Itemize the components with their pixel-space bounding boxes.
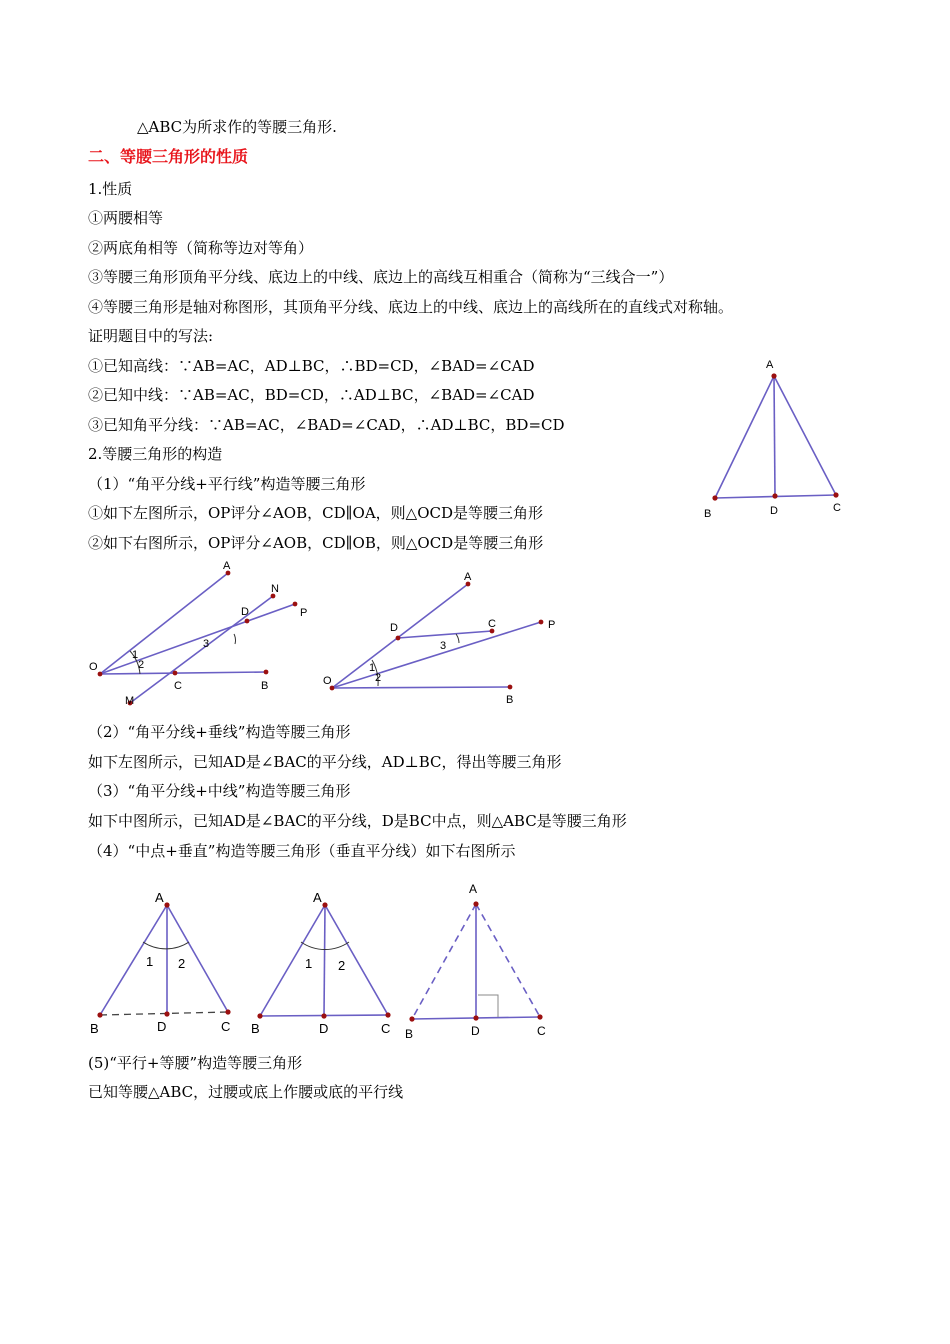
label-O: O	[89, 661, 98, 673]
label-D: D	[390, 622, 398, 634]
construction-3-desc: 如下中图所示，已知AD是∠BAC的平分线，D是BC中点，则△ABC是等腰三角形	[88, 812, 627, 830]
label-C: C	[221, 1019, 231, 1034]
property-3: ③等腰三角形顶角平分线、底边上的中线、底边上的高线互相重合（简称为“三线合一”）	[88, 268, 674, 286]
label-2: 2	[338, 958, 346, 973]
label-P: P	[548, 619, 556, 631]
conclusion-line: △ABC为所求作的等腰三角形.	[137, 118, 337, 136]
construction-1-left: ①如下左图所示，OP评分∠AOB，CD∥OA，则△OCD是等腰三角形	[88, 504, 544, 522]
label-O: O	[323, 675, 332, 687]
label-B: B	[90, 1021, 99, 1036]
label-B: B	[704, 508, 712, 520]
construction-5-title: (5)“平行+等腰”构造等腰三角形	[88, 1054, 303, 1072]
property-4: ④等腰三角形是轴对称图形，其顶角平分线、底边上的中线、底边上的高线所在的直线式对称轴。	[88, 298, 734, 316]
construction-2-desc: 如下左图所示，已知AD是∠BAC的平分线，AD⊥BC，得出等腰三角形	[88, 753, 562, 771]
proof-altitude: ①已知高线：∵AB=AC，AD⊥BC，∴BD=CD，∠BAD=∠CAD	[88, 357, 535, 375]
subheading-properties: 1.性质	[88, 180, 133, 198]
label-B: B	[506, 694, 514, 706]
label-D: D	[770, 505, 778, 517]
proof-bisector: ③已知角平分线：∵AB=AC，∠BAD=∠CAD，∴AD⊥BC，BD=CD	[88, 416, 565, 434]
label-C: C	[537, 1024, 546, 1038]
figure-bisector-parallel-right	[320, 568, 570, 708]
label-C: C	[381, 1021, 391, 1036]
label-B: B	[261, 680, 269, 692]
label-N: N	[271, 583, 279, 595]
figure-isosceles-altitude	[700, 355, 850, 525]
figure-bisector-parallel-left	[85, 558, 315, 708]
label-M: M	[125, 695, 135, 707]
label-B: B	[251, 1021, 260, 1036]
label-P: P	[300, 607, 308, 619]
construction-1-title: （1）“角平分线+平行线”构造等腰三角形	[88, 475, 366, 493]
construction-5-desc: 已知等腰△ABC，过腰或底上作腰或底的平行线	[88, 1083, 404, 1101]
label-A: A	[464, 571, 472, 583]
construction-3-title: （3）“角平分线+中线”构造等腰三角形	[88, 782, 351, 800]
proof-heading: 证明题目中的写法:	[88, 327, 214, 345]
label-2: 2	[138, 659, 145, 671]
label-3: 3	[203, 638, 210, 650]
figure-bisector-perpendicular	[85, 885, 250, 1040]
property-1: ①两腰相等	[88, 209, 164, 227]
label-1: 1	[146, 954, 154, 969]
construction-1-right: ②如下右图所示，OP评分∠AOB，CD∥OB，则△OCD是等腰三角形	[88, 534, 544, 552]
label-A: A	[223, 560, 231, 572]
label-A: A	[313, 890, 322, 905]
construction-2-title: （2）“角平分线+垂线”构造等腰三角形	[88, 723, 351, 741]
label-A: A	[469, 882, 478, 896]
label-C: C	[174, 680, 182, 692]
figure-bisector-median	[245, 885, 410, 1040]
figure-midpoint-perpendicular	[400, 880, 565, 1040]
section-heading: 二、等腰三角形的性质	[88, 147, 249, 166]
proof-median: ②已知中线：∵AB=AC，BD=CD，∴AD⊥BC，∠BAD=∠CAD	[88, 386, 535, 404]
label-2: 2	[178, 956, 186, 971]
label-A: A	[155, 890, 164, 905]
construction-4-title: （4）“中点+垂直”构造等腰三角形（垂直平分线）如下右图所示	[88, 842, 516, 860]
label-D: D	[157, 1019, 167, 1034]
label-D: D	[319, 1021, 329, 1036]
label-1: 1	[305, 956, 313, 971]
label-2: 2	[375, 672, 382, 684]
label-D: D	[241, 606, 249, 618]
label-C: C	[488, 618, 496, 630]
property-2: ②两底角相等（简称等边对等角）	[88, 239, 314, 257]
label-B: B	[405, 1027, 414, 1041]
subheading-construction: 2.等腰三角形的构造	[88, 445, 223, 463]
label-A: A	[766, 359, 774, 371]
label-C: C	[833, 502, 841, 514]
label-1: 1	[369, 662, 376, 674]
label-D: D	[471, 1024, 480, 1038]
label-3: 3	[440, 640, 447, 652]
label-1: 1	[132, 649, 139, 661]
